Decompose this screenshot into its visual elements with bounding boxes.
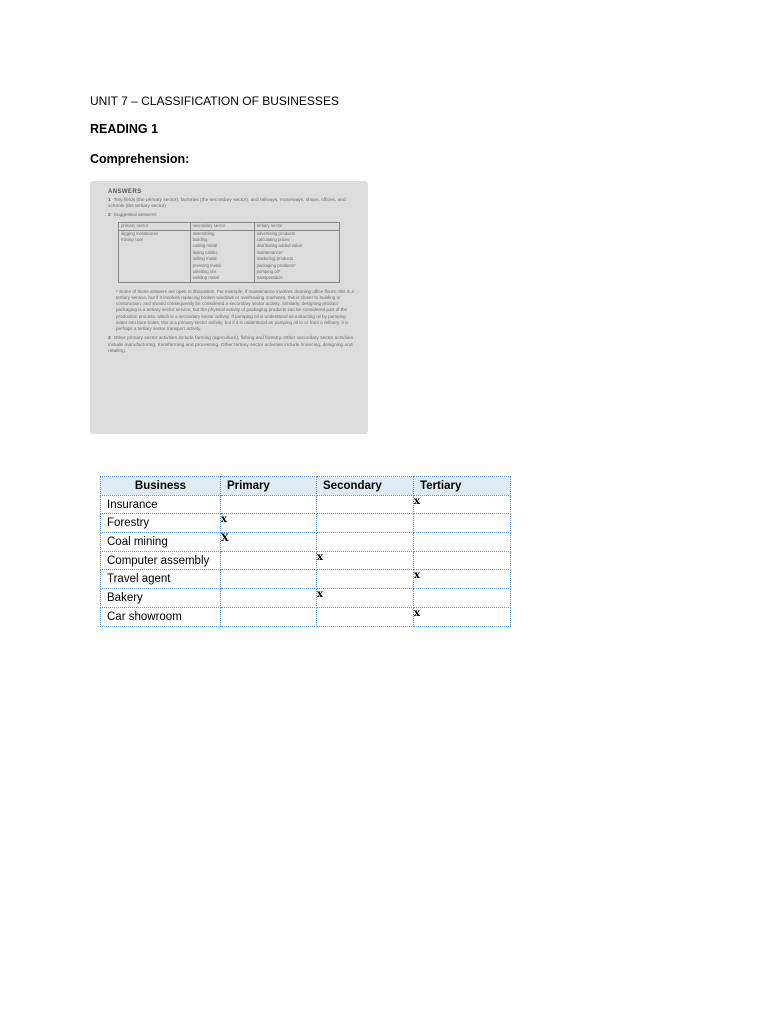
sector-mark-cell [221,551,317,570]
unit-title: UNIT 7 – CLASSIFICATION OF BUSINESSES [90,94,339,108]
classification-row [101,495,511,514]
header-tertiary: Tertiary [414,477,511,496]
sector-answers-cell: distributing added value [254,243,339,249]
sector-mark: x [317,551,323,563]
header-secondary: Secondary [317,477,414,496]
sector-answers-cell: pressing metal [190,263,254,269]
sector-mark-cell [317,570,414,589]
sector-mark-cell [221,607,317,626]
classification-row [101,514,511,533]
sector-answers-cell: digging metals/ores [119,230,191,237]
sector-answers-row [119,275,340,282]
sector-answers-cell: milling metal [190,256,254,262]
sector-mark-cell [317,495,414,514]
answers-label: ANSWERS [108,189,142,195]
sector-mark-cell [221,533,317,552]
reading-heading: READING 1 [90,122,159,136]
sector-mark-cell [414,533,511,552]
business-name-cell: Forestry [101,514,221,533]
answer-item-1-number: 1 [108,198,111,203]
header-primary: Primary [221,477,317,496]
sector-mark: x [221,514,227,526]
sector-mark: x [414,570,420,582]
sector-header-tertiary: tertiary sector [254,223,339,230]
business-name-cell: Coal mining [101,533,221,552]
sector-answers-cell [119,275,191,282]
answer-item-1-text: Tiny fields (the primary sector), factories (the secondary sector), and railways, motorways, shops, offices, and schools (the tertiary sector) [108,198,346,210]
sector-mark-cell [317,514,414,533]
sector-answers-cell: mining coal [119,237,191,243]
sector-header-secondary: secondary sector [190,223,254,230]
answer-item-2 [108,213,358,219]
sector-answers-cell: building [190,237,254,243]
business-name-cell: Car showroom [101,607,221,626]
answer-key-scan [90,181,368,434]
answer-item-3 [108,336,358,355]
sector-header-primary: primary sector [119,223,191,230]
answer-item-2-number: 2 [108,212,111,218]
comprehension-heading: Comprehension: [90,152,190,166]
sector-answers-cell: marketing products [254,256,339,262]
sector-mark-cell [221,514,317,533]
sector-answers-row [119,230,340,237]
classification-row [101,551,511,570]
sector-answers-cell: advertising products [254,230,339,237]
sector-answers-cell: assembling [190,230,254,237]
sector-mark-cell [414,495,511,514]
answer-item-1 [108,198,358,211]
sector-mark-cell [414,570,511,589]
sector-mark-cell [317,551,414,570]
sector-mark-cell [414,514,511,533]
sector-mark-cell [317,607,414,626]
answer-item-2-text: Suggested answers: [113,212,158,218]
sector-mark-cell [221,495,317,514]
answer-footnote: * Some of these answers are open to discussion. For example, if maintenance involves cleaning office floors, this is a tertiary service, but if it involves replacing broken windows or overhauling machines, this is closer to building or construction, and should consequently be considered a secondary sector activity. Similarly, designing product packaging is a tertiary sector service, but the physical activity of packaging products can be considered part of the production process, which is a secondary sector activity. If pumping oil is understood as extracting oil by pumping water into bore holes, this is a primary sector activity, but if it is understood as pumping oil to or from a refinery, it is perhaps a tertiary sector transport activity. [116,288,354,332]
sector-answers-body [119,230,340,282]
classification-row [101,589,511,608]
classification-body [101,495,511,626]
sector-mark-cell [414,607,511,626]
classification-row [101,570,511,589]
sector-answers-cell: transportation [254,275,339,282]
sector-mark: X [221,532,229,544]
sector-mark-cell [414,551,511,570]
business-name-cell: Bakery [101,589,221,608]
sector-mark-cell [414,589,511,608]
business-name-cell: Insurance [101,495,221,514]
sector-answers-cell: laying cables [190,250,254,256]
answer-item-3-text: Other primary sector activities include farming (agriculture), fishing and forestry. Other secondary sector activities include manufacturing, transforming and processing. Other tertiary sector activities include financing, designing and retailing. [108,336,353,355]
sector-answers-cell: welding metal [190,275,254,282]
sector-answers-table [118,222,340,283]
sector-mark-cell [317,533,414,552]
classification-header-row [101,477,511,496]
classification-table [100,476,511,627]
sector-answers-cell: cutting metal [190,243,254,249]
sector-mark: x [414,607,420,619]
sector-answers-cell: smelting ore [190,269,254,275]
sector-mark: x [317,588,323,600]
header-business: Business [101,477,221,496]
sector-answers-cell: maintenance* [254,250,339,256]
classification-row [101,533,511,552]
classification-row [101,607,511,626]
sector-answers-header-row [119,223,340,230]
sector-mark-cell [221,570,317,589]
answer-item-3-number: 3 [108,336,111,342]
sector-answers-cell: pumping oil* [254,269,339,275]
sector-answers-cell: calculating prices [254,237,339,243]
sector-mark-cell [317,589,414,608]
sector-mark: x [414,495,420,507]
sector-mark-cell [221,589,317,608]
business-name-cell: Travel agent [101,570,221,589]
business-name-cell: Computer assembly [101,551,221,570]
sector-answers-cell: packaging products* [254,263,339,269]
